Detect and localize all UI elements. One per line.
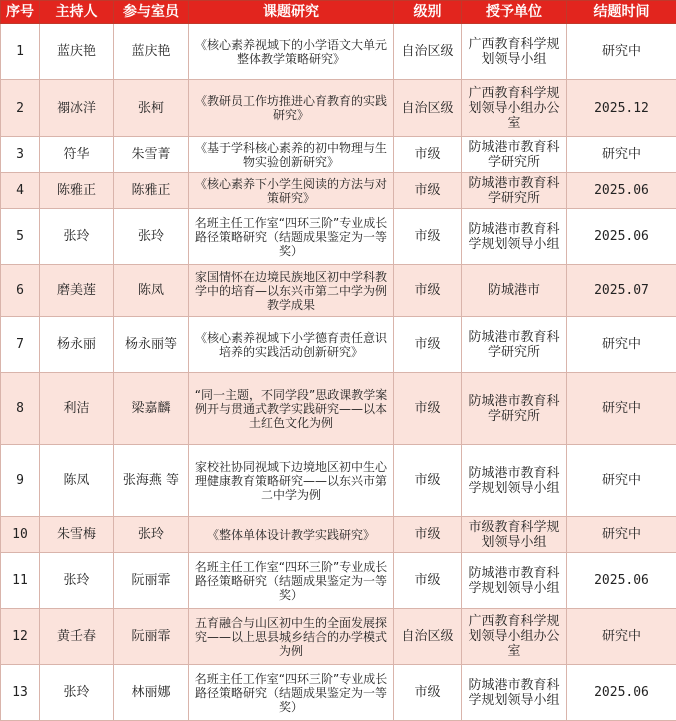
cell-unit: 防城港市教育科学研究所 <box>462 317 567 373</box>
cell-members: 林丽娜 <box>114 665 189 721</box>
cell-no: 11 <box>1 553 40 609</box>
cell-level: 市级 <box>394 137 462 173</box>
cell-level: 自治区级 <box>394 24 462 80</box>
cell-time: 2025.06 <box>567 553 676 609</box>
cell-topic: 家国情怀在边境民族地区初中学科教学中的培育—以东兴市第二中学为例教学成果 <box>189 265 394 317</box>
cell-time: 研究中 <box>567 609 676 665</box>
cell-topic: “同一主题，不同学段”思政课教学案例开与贯通式教学实践研究——以本土红色文化为例 <box>189 373 394 445</box>
cell-level: 市级 <box>394 265 462 317</box>
cell-unit: 市级教育科学规划领导小组 <box>462 517 567 553</box>
header-topic: 课题研究 <box>189 1 394 24</box>
header-row <box>1 1 676 24</box>
cell-host: 利洁 <box>40 373 114 445</box>
cell-time: 研究中 <box>567 317 676 373</box>
cell-members: 阮丽霏 <box>114 553 189 609</box>
cell-level: 市级 <box>394 553 462 609</box>
cell-unit: 防城港市教育科学研究所 <box>462 373 567 445</box>
cell-members: 张海燕 等 <box>114 445 189 517</box>
cell-topic: 家校社协同视域下边境地区初中生心理健康教育策略研究——以东兴市第二中学为例 <box>189 445 394 517</box>
header-level: 级别 <box>394 1 462 24</box>
cell-time: 研究中 <box>567 137 676 173</box>
table-row <box>1 137 676 173</box>
table-row <box>1 609 676 665</box>
cell-level: 市级 <box>394 665 462 721</box>
table-row <box>1 665 676 721</box>
cell-level: 市级 <box>394 209 462 265</box>
cell-time: 研究中 <box>567 373 676 445</box>
cell-topic: 《教研员工作坊推进心育教育的实践研究》 <box>189 80 394 137</box>
cell-time: 研究中 <box>567 445 676 517</box>
cell-time: 研究中 <box>567 517 676 553</box>
cell-no: 2 <box>1 80 40 137</box>
header-unit: 授予单位 <box>462 1 567 24</box>
header-no: 序号 <box>1 1 40 24</box>
cell-topic: 《基于学科核心素养的初中物理与生物实验创新研究》 <box>189 137 394 173</box>
cell-time: 2025.06 <box>567 173 676 209</box>
table-row <box>1 445 676 517</box>
cell-time: 2025.06 <box>567 665 676 721</box>
cell-level: 市级 <box>394 517 462 553</box>
cell-members: 梁嘉麟 <box>114 373 189 445</box>
cell-host: 磨美莲 <box>40 265 114 317</box>
header-host: 主持人 <box>40 1 114 24</box>
cell-topic: 《核心素养下小学生阅读的方法与对策研究》 <box>189 173 394 209</box>
cell-topic: 名班主任工作室“四环三阶”专业成长路径策略研究（结题成果鉴定为一等奖） <box>189 665 394 721</box>
cell-topic: 五育融合与山区初中生的全面发展探究——以上思县城乡结合的办学模式为例 <box>189 609 394 665</box>
cell-host: 张玲 <box>40 553 114 609</box>
cell-no: 4 <box>1 173 40 209</box>
cell-time: 研究中 <box>567 24 676 80</box>
cell-no: 12 <box>1 609 40 665</box>
cell-no: 13 <box>1 665 40 721</box>
table-row <box>1 24 676 80</box>
table-row <box>1 209 676 265</box>
cell-no: 5 <box>1 209 40 265</box>
cell-no: 8 <box>1 373 40 445</box>
cell-host: 陈凤 <box>40 445 114 517</box>
cell-members: 陈雅正 <box>114 173 189 209</box>
cell-time: 2025.06 <box>567 209 676 265</box>
cell-time: 2025.12 <box>567 80 676 137</box>
cell-unit: 防城港市 <box>462 265 567 317</box>
table-row <box>1 265 676 317</box>
cell-level: 市级 <box>394 445 462 517</box>
table-row <box>1 517 676 553</box>
cell-no: 6 <box>1 265 40 317</box>
cell-members: 张柯 <box>114 80 189 137</box>
cell-host: 蓝庆艳 <box>40 24 114 80</box>
table-row <box>1 317 676 373</box>
cell-level: 市级 <box>394 317 462 373</box>
cell-level: 自治区级 <box>394 609 462 665</box>
cell-unit: 广西教育科学规划领导小组 <box>462 24 567 80</box>
cell-unit: 防城港市教育科学规划领导小组 <box>462 553 567 609</box>
table-row <box>1 553 676 609</box>
cell-unit: 防城港市教育科学研究所 <box>462 173 567 209</box>
table-row <box>1 373 676 445</box>
cell-level: 市级 <box>394 173 462 209</box>
cell-topic: 《核心素养视域下的小学语文大单元整体教学策略研究》 <box>189 24 394 80</box>
cell-level: 市级 <box>394 373 462 445</box>
cell-unit: 防城港市教育科学规划领导小组 <box>462 209 567 265</box>
cell-time: 2025.07 <box>567 265 676 317</box>
cell-no: 10 <box>1 517 40 553</box>
cell-host: 杨永丽 <box>40 317 114 373</box>
cell-unit: 防城港市教育科学研究所 <box>462 137 567 173</box>
cell-host: 张玲 <box>40 665 114 721</box>
cell-unit: 广西教育科学规划领导小组办公室 <box>462 609 567 665</box>
cell-host: 禤冰洋 <box>40 80 114 137</box>
cell-members: 蓝庆艳 <box>114 24 189 80</box>
cell-unit: 防城港市教育科学规划领导小组 <box>462 665 567 721</box>
cell-members: 阮丽霏 <box>114 609 189 665</box>
table-row <box>1 80 676 137</box>
table-row <box>1 173 676 209</box>
cell-topic: 《核心素养视域下小学德育责任意识培养的实践活动创新研究》 <box>189 317 394 373</box>
cell-host: 黄壬春 <box>40 609 114 665</box>
cell-topic: 名班主任工作室“四环三阶”专业成长路径策略研究（结题成果鉴定为一等奖） <box>189 553 394 609</box>
cell-members: 朱雪菁 <box>114 137 189 173</box>
cell-level: 自治区级 <box>394 80 462 137</box>
cell-members: 陈凤 <box>114 265 189 317</box>
cell-topic: 名班主任工作室“四环三阶”专业成长路径策略研究（结题成果鉴定为一等奖） <box>189 209 394 265</box>
cell-no: 3 <box>1 137 40 173</box>
cell-no: 1 <box>1 24 40 80</box>
cell-topic: 《整体单体设计教学实践研究》 <box>189 517 394 553</box>
cell-host: 符华 <box>40 137 114 173</box>
header-time: 结题时间 <box>567 1 676 24</box>
cell-unit: 防城港市教育科学规划领导小组 <box>462 445 567 517</box>
cell-host: 陈雅正 <box>40 173 114 209</box>
cell-no: 7 <box>1 317 40 373</box>
cell-host: 张玲 <box>40 209 114 265</box>
cell-host: 朱雪梅 <box>40 517 114 553</box>
cell-no: 9 <box>1 445 40 517</box>
cell-unit: 广西教育科学规划领导小组办公室 <box>462 80 567 137</box>
cell-members: 杨永丽等 <box>114 317 189 373</box>
cell-members: 张玲 <box>114 517 189 553</box>
cell-members: 张玲 <box>114 209 189 265</box>
header-members: 参与室员 <box>114 1 189 24</box>
